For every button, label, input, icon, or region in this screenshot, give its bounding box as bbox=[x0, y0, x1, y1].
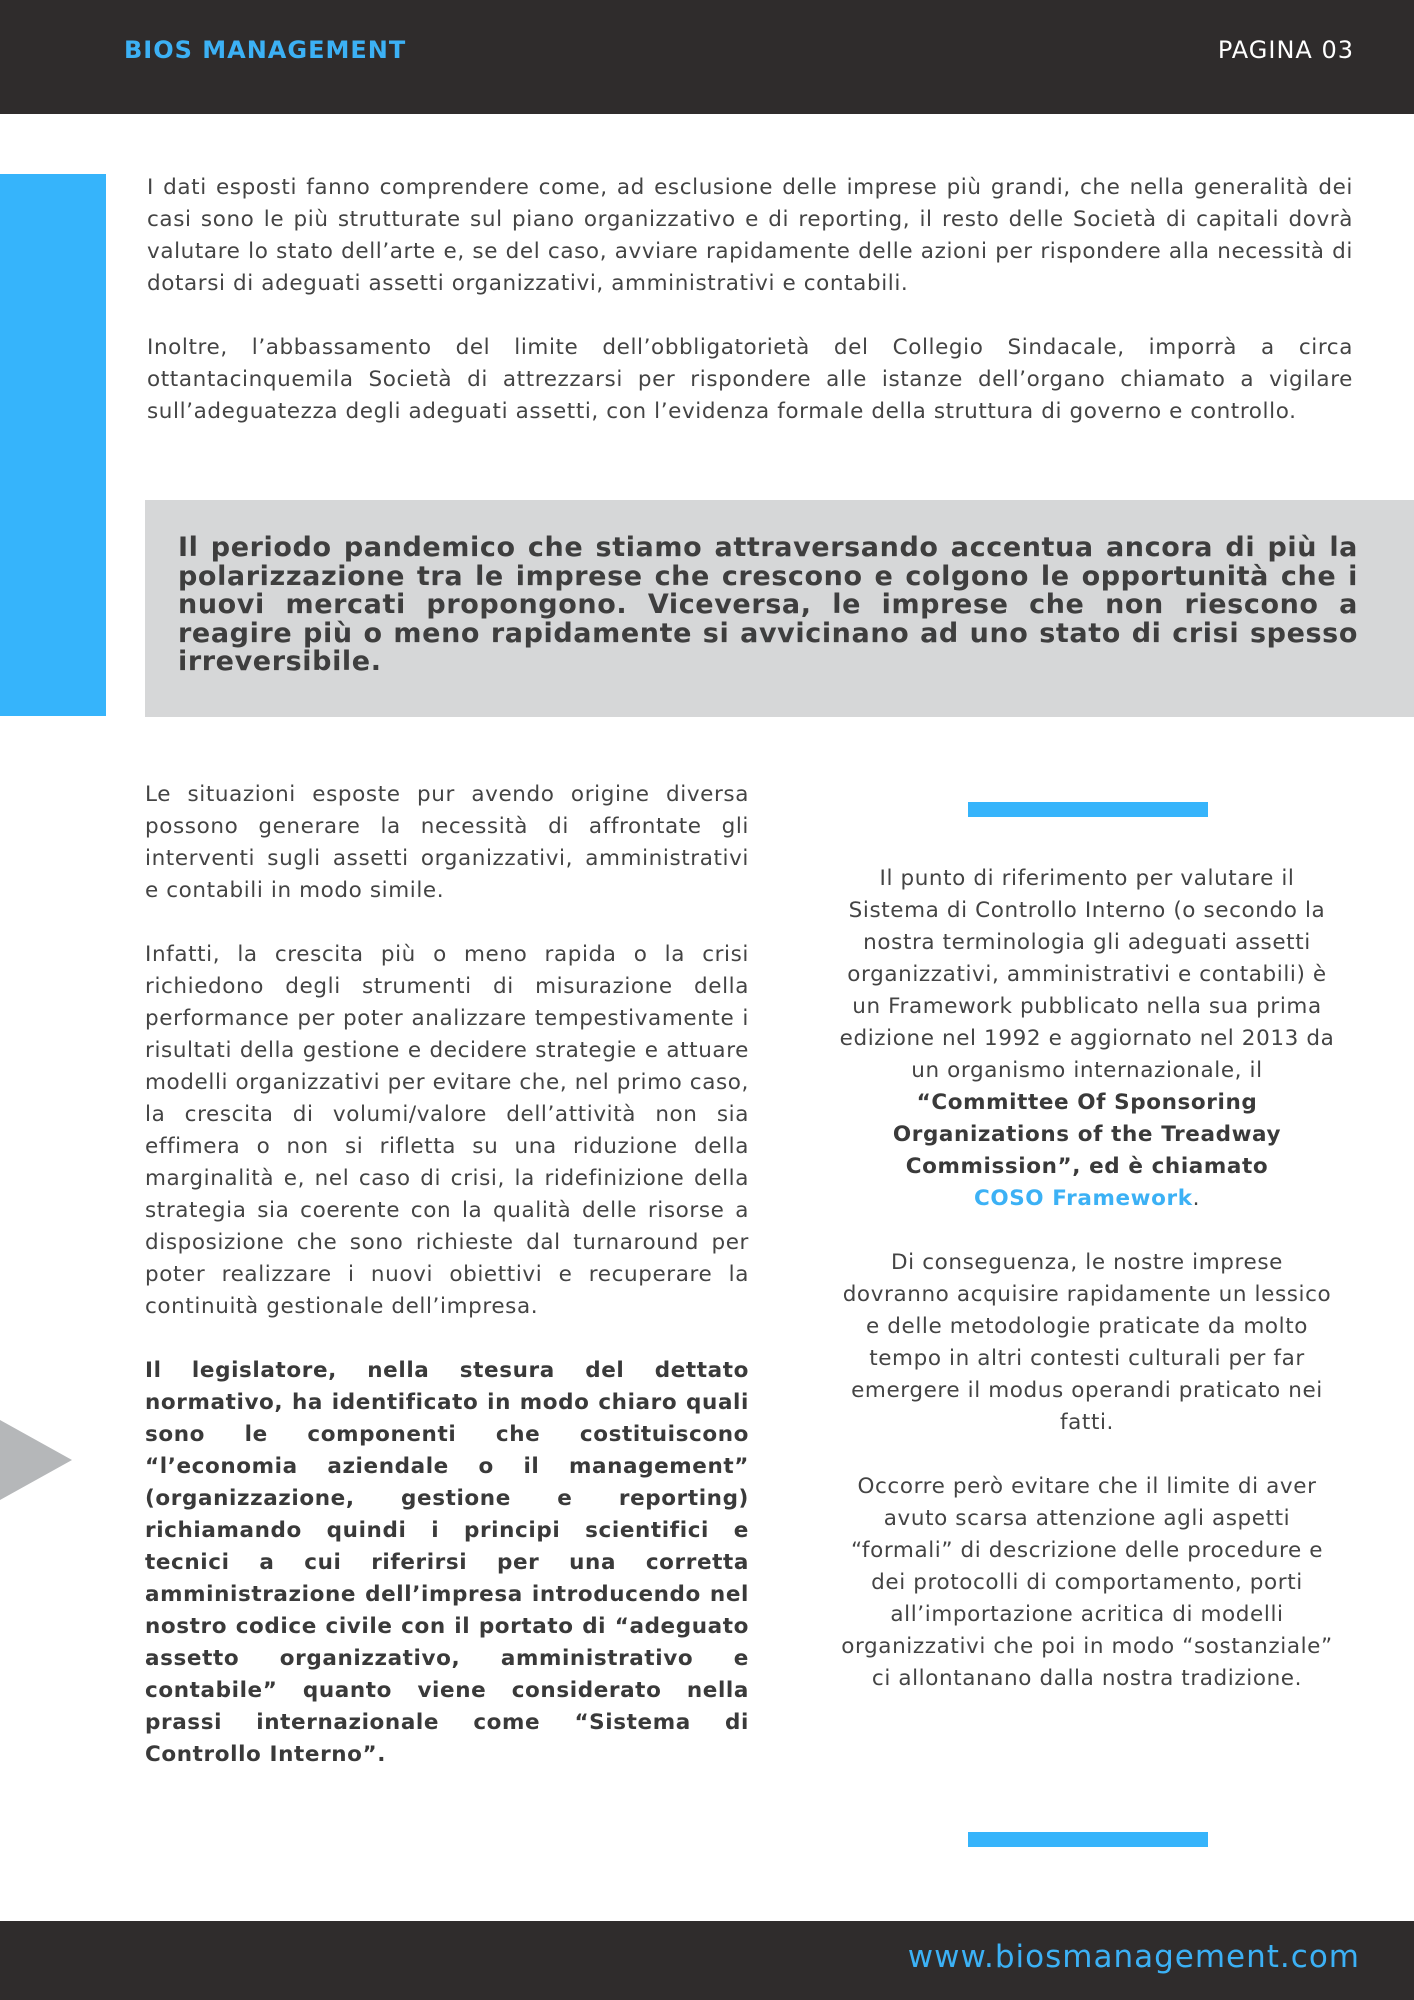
right-paragraph-1 bbox=[838, 863, 1336, 1215]
page-number: PAGINA 03 bbox=[1217, 36, 1354, 64]
intro-paragraph-2: Inoltre, l’abbassamento del limite dell’obbligatorietà del Collegio Sindacale, imporrà a circa ottantacinquemila Società di attrezzarsi per rispondere alle istanze dell’organo chiamato a vigilare sull’adeguatezza degli adeguati assetti, con l’evidenza formale della struttura di governo e controllo. bbox=[147, 335, 1353, 424]
right-paragraph-2: Di conseguenza, le nostre imprese dovranno acquisire rapidamente un lessico e delle metodologie praticate da molto tempo in altri contesti culturali per far emergere il modus operandi praticato nei fatti. bbox=[842, 1250, 1332, 1435]
right-bottom-divider bbox=[968, 1832, 1208, 1847]
brand-name: BIOS MANAGEMENT bbox=[124, 36, 407, 64]
page-footer bbox=[0, 1921, 1414, 2000]
intro-section bbox=[147, 172, 1353, 460]
left-paragraph-1: Le situazioni esposte pur avendo origine diversa possono generare la necessità di affrontate gli interventi sugli assetti organizzativi, amministrativi e contabili in modo simile. bbox=[145, 782, 749, 903]
right-top-divider bbox=[968, 802, 1208, 817]
coso-framework-link[interactable]: COSO Framework bbox=[973, 1186, 1193, 1211]
website-link[interactable]: www.biosmanagement.com bbox=[907, 1939, 1360, 1975]
left-accent-bar bbox=[0, 174, 106, 716]
left-paragraph-3: Il legislatore, nella stesura del dettato normativo, ha identificato in modo chiaro quali sono le componenti che costituiscono “l’economia aziendale o il management” (organizzazione, gestione e reporting) richiamando quindi i principi scientifici e tecnici a cui riferirsi per una corretta amministrazione dell’impresa introducendo nel nostro codice civile con il portato di “adeguato assetto organizzativo, amministrativo e contabile” quanto viene considerato nella prassi internazionale come “Sistema di Controllo Interno”. bbox=[145, 1358, 749, 1767]
right-column bbox=[838, 863, 1336, 1727]
page-header bbox=[0, 0, 1414, 114]
right-paragraph-3: Occorre però evitare che il limite di aver avuto scarsa attenzione agli aspetti “formali” di descrizione delle procedure e dei protocolli di comportamento, porti all’importazione acritica di modelli organizzativi che poi in modo “sostanziale” ci allontanano dalla nostra tradizione. bbox=[841, 1474, 1333, 1691]
right-paragraph-1-text: Il punto di riferimento per valutare il Sistema di Controllo Interno (o secondo la nostra terminologia gli adeguati assetti organizzativi, amministrativi e contabili) è un Framework pubblicato nella sua prima edizione nel 1992 e aggiornato nel 2013 da un organismo internazionale, il bbox=[839, 866, 1335, 1083]
intro-paragraph-1: I dati esposti fanno comprendere come, ad esclusione delle imprese più grandi, che nella generalità dei casi sono le più strutturate sul piano organizzativo e di reporting, il resto delle Società di capitali dovrà valutare lo stato dell’arte e, se del caso, avviare rapidamente delle azioni per rispondere alla necessità di dotarsi di adeguati assetti organizzativi, amministrativi e contabili. bbox=[147, 175, 1353, 296]
coso-organization-name: “Committee Of Sponsoring Organizations of the Treadway Commission”, ed è chiamato bbox=[892, 1090, 1282, 1179]
right-paragraph-1-end: . bbox=[1192, 1186, 1201, 1211]
left-paragraph-2: Infatti, la crescita più o meno rapida o la crisi richiedono degli strumenti di misurazione della performance per poter analizzare tempestivamente i risultati della gestione e decidere strategie e attuare modelli organizzativi per evitare che, nel primo caso, la crescita di volumi/valore dell’attività non sia effimera o non si rifletta su una riduzione della marginalità e, nel caso di crisi, la ridefinizione della strategia sia coerente con la qualità delle risorse a disposizione che sono richieste dal turnaround per poter realizzare i nuovi obiettivi e recuperare la continuità gestionale dell’impresa. bbox=[145, 942, 749, 1319]
left-column bbox=[145, 779, 749, 1803]
pull-quote: Il periodo pandemico che stiamo attraversando accentua ancora di più la polarizzazione tra le imprese che crescono e colgono le opportunità che i nuovi mercati propongono. Viceversa, le imprese che non riescono a reagire più o meno rapidamente si avvicinano ad uno stato di crisi spesso irreversibile. bbox=[178, 532, 1358, 677]
triangle-arrow-icon bbox=[0, 1420, 72, 1500]
